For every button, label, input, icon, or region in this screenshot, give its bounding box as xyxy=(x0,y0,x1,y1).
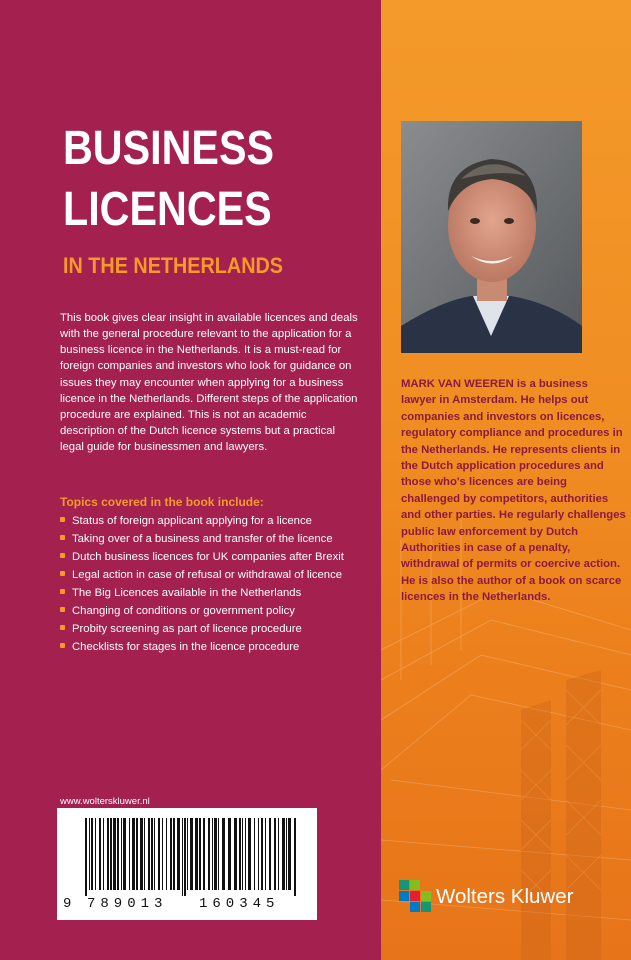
barcode-bar xyxy=(274,818,276,890)
barcode-bar xyxy=(258,818,259,890)
barcode-bar xyxy=(288,818,291,890)
bullet-icon xyxy=(60,643,65,648)
barcode-bar xyxy=(245,818,246,890)
barcode-bar xyxy=(286,818,287,890)
barcode-bar xyxy=(173,818,175,890)
topic-item: Status of foreign applicant applying for a licence xyxy=(60,513,370,530)
publisher-logo-icon xyxy=(398,879,432,913)
barcode-bar xyxy=(203,818,205,890)
barcode-bar xyxy=(177,818,180,890)
barcode-bar xyxy=(89,818,90,890)
title-line-2: LICENCES xyxy=(63,183,272,236)
bullet-icon xyxy=(60,571,65,576)
intro-paragraph: This book gives clear insight in available licences and deals with the general procedure relevant to the application for a business licence in the Netherlands. It is a must-read for foreign companies and investors who look for guidance on issues they may encounter when applying for a business licence in the Netherlands. Different steps of the application procedure are explained. This is not an academic description of the Dutch licence systems but a practical legal guide for businessmen and lawyers. xyxy=(60,312,358,454)
barcode-bar xyxy=(278,818,279,890)
barcode-bar xyxy=(218,818,219,890)
barcode-bar xyxy=(195,818,198,890)
isbn-digit-prefix: 9 xyxy=(63,896,72,912)
barcode-bar xyxy=(228,818,231,890)
barcode-bar xyxy=(199,818,201,890)
barcode-bar xyxy=(184,818,186,896)
bullet-icon xyxy=(60,589,65,594)
barcode-bar xyxy=(123,818,126,890)
barcode-bar xyxy=(99,818,101,890)
barcode-bar xyxy=(212,818,213,890)
barcode-bar xyxy=(148,818,150,890)
website-url: www.wolterskluwer.nl xyxy=(60,796,150,807)
barcode-bar xyxy=(121,818,122,890)
author-photo xyxy=(401,121,582,353)
barcode-bar xyxy=(85,818,87,896)
topic-item: Probity screening as part of licence procedure xyxy=(60,621,370,638)
barcode-bar xyxy=(95,818,96,890)
barcode-bar xyxy=(103,818,104,890)
barcode-bar xyxy=(187,818,188,890)
isbn-barcode xyxy=(57,808,317,920)
barcode-bar xyxy=(113,818,116,890)
barcode-bar xyxy=(208,818,210,890)
subtitle: IN THE NETHERLANDS xyxy=(63,253,284,278)
author-name: MARK VAN WEEREN xyxy=(401,378,514,390)
barcode-bar xyxy=(170,818,172,890)
barcode-bar xyxy=(269,818,271,890)
barcode-bar xyxy=(248,818,251,890)
barcode-bar xyxy=(117,818,119,890)
barcode-bar xyxy=(162,818,163,890)
title-line-1: BUSINESS xyxy=(63,122,275,175)
topics-list xyxy=(60,513,370,657)
topic-item: Changing of conditions or government policy xyxy=(60,603,370,620)
author-bio-text: is a business lawyer in Amsterdam. He helps out companies and investors on licences, regulatory compliance and procedures in the Netherlands. He represents clients in the Dutch application procedures and those who's licences are being challenged by competitors, authorities and other parties. He regularly challenges public law enforcement by Dutch Authorities in case of a penalty, withdrawal of permits or coercive action. He is also the author of a book on scarce licences in the Netherlands. xyxy=(401,378,626,604)
barcode-bar xyxy=(107,818,109,890)
bullet-icon xyxy=(60,517,65,522)
topic-item: The Big Licences available in the Netherlands xyxy=(60,585,370,602)
barcode-bar xyxy=(110,818,112,890)
barcode-bars xyxy=(67,818,302,896)
barcode-bar xyxy=(158,818,160,890)
barcode-bar xyxy=(294,818,296,896)
barcode-bar xyxy=(154,818,155,890)
topic-item: Legal action in case of refusal or withdrawal of licence xyxy=(60,567,370,584)
bullet-icon xyxy=(60,553,65,558)
topic-item: Taking over of a business and transfer of the licence xyxy=(60,531,370,548)
barcode-bar xyxy=(144,818,145,890)
barcode-bar xyxy=(254,818,255,890)
barcode-bar xyxy=(234,818,237,890)
author-bio xyxy=(401,376,626,606)
topics-heading: Topics covered in the book include: xyxy=(60,495,264,509)
barcode-bar xyxy=(261,818,263,890)
topic-item: Dutch business licences for UK companies after Brexit xyxy=(60,549,370,566)
barcode-bar xyxy=(151,818,153,890)
author-portrait-image xyxy=(401,121,582,353)
bullet-icon xyxy=(60,535,65,540)
isbn-digit-group-2: 160345 xyxy=(199,896,280,912)
barcode-bar xyxy=(132,818,135,890)
topic-item: Checklists for stages in the licence procedure xyxy=(60,639,370,656)
barcode-bar xyxy=(129,818,130,890)
bullet-icon xyxy=(60,607,65,612)
publisher-logo xyxy=(398,876,626,916)
barcode-bar xyxy=(136,818,138,890)
barcode-bar xyxy=(166,818,167,890)
isbn-digit-group-1: 789013 xyxy=(87,896,168,912)
barcode-bar xyxy=(282,818,285,890)
barcode-bar xyxy=(242,818,243,890)
barcode-bar xyxy=(182,818,183,896)
publisher-name: Wolters Kluwer xyxy=(436,885,574,908)
barcode-bar xyxy=(91,818,93,890)
bullet-icon xyxy=(60,625,65,630)
barcode-bar xyxy=(222,818,225,890)
barcode-bar xyxy=(214,818,217,890)
barcode-bar xyxy=(190,818,193,890)
barcode-bar xyxy=(140,818,143,890)
barcode-bar xyxy=(265,818,266,890)
barcode-bar xyxy=(239,818,241,890)
